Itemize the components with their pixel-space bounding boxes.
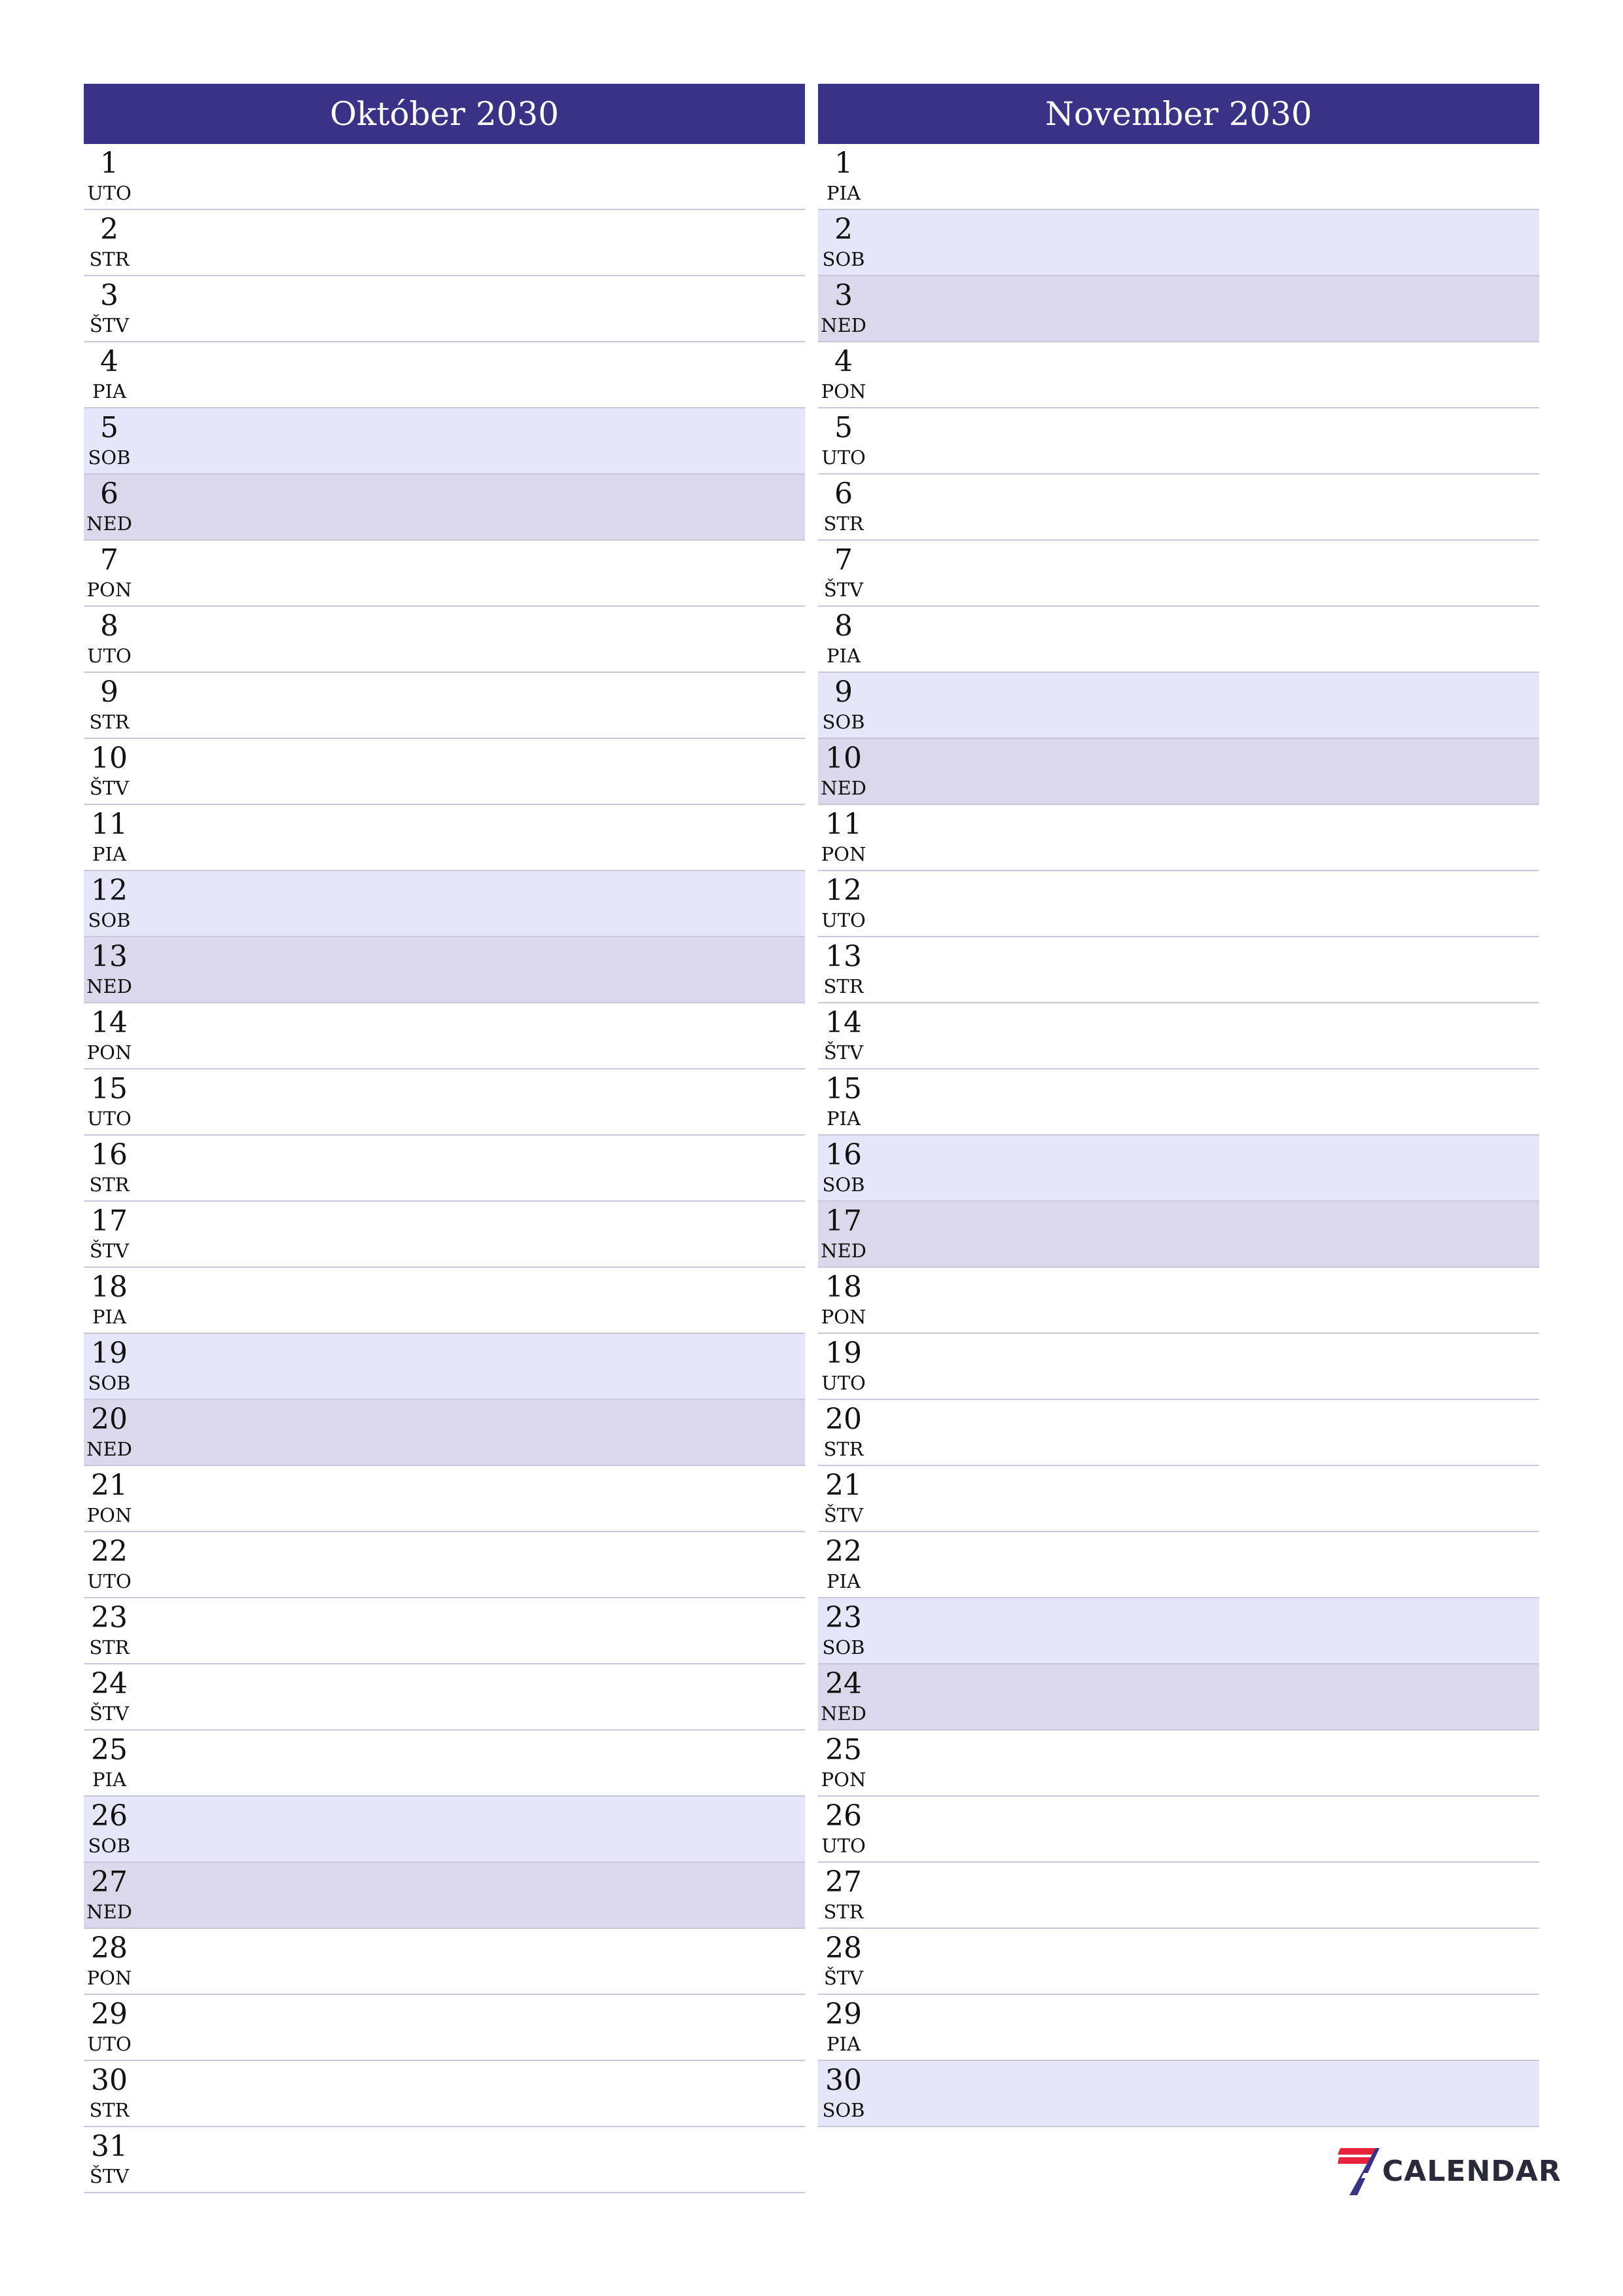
day-number: 25: [825, 1733, 862, 1767]
day-row: [818, 805, 1539, 871]
day-row: [818, 673, 1539, 739]
day-number: 5: [100, 411, 118, 444]
month-november: [818, 84, 1539, 2127]
day-row: [84, 1598, 805, 1664]
day-number: 8: [834, 609, 853, 643]
day-number: 2: [100, 213, 118, 246]
day-row: [818, 1731, 1539, 1797]
day-number: 5: [834, 411, 853, 444]
day-row: [84, 607, 805, 673]
day-name: UTO: [87, 1107, 132, 1130]
day-row: [84, 1797, 805, 1863]
day-name: STR: [823, 1901, 864, 1923]
day-name: ŠTV: [89, 314, 130, 336]
day-row: [818, 1334, 1539, 1400]
day-row: [84, 1532, 805, 1598]
day-name: PIA: [827, 645, 861, 667]
day-name: NED: [821, 1240, 866, 1262]
day-name: PIA: [92, 843, 126, 865]
day-row: [84, 144, 805, 210]
day-row: [84, 1400, 805, 1466]
day-number: 23: [825, 1601, 862, 1634]
day-number: 26: [825, 1799, 862, 1833]
day-name: SOB: [88, 446, 131, 469]
day-name: UTO: [821, 446, 866, 469]
day-number: 10: [91, 742, 128, 775]
day-row: [818, 408, 1539, 475]
day-name: UTO: [87, 182, 132, 204]
day-name: ŠTV: [89, 2165, 130, 2187]
day-name: STR: [89, 2099, 130, 2121]
day-row: [818, 1268, 1539, 1334]
day-row: [818, 541, 1539, 607]
day-row: [84, 408, 805, 475]
day-name: PON: [821, 843, 866, 865]
day-row: [818, 144, 1539, 210]
day-name: PIA: [92, 1306, 126, 1328]
day-row: [818, 1863, 1539, 1929]
day-number: 28: [825, 1931, 862, 1965]
day-number: 11: [825, 808, 862, 841]
day-name: PON: [86, 1041, 132, 1064]
day-name: STR: [823, 975, 864, 997]
day-row: [84, 1664, 805, 1731]
day-number: 13: [91, 940, 128, 973]
day-number: 6: [100, 477, 118, 511]
day-name: NED: [821, 1702, 866, 1725]
day-name: UTO: [87, 1570, 132, 1592]
day-number: 30: [91, 2064, 128, 2097]
day-row: [818, 342, 1539, 408]
day-number: 30: [825, 2064, 862, 2097]
day-row: [84, 1334, 805, 1400]
day-number: 27: [91, 1865, 128, 1899]
day-name: PIA: [92, 380, 126, 403]
day-row: [818, 1466, 1539, 1532]
day-number: 3: [834, 279, 853, 312]
month-title: Október 2030: [84, 84, 805, 144]
day-name: ŠTV: [89, 777, 130, 799]
day-name: PON: [821, 380, 866, 403]
day-row: [818, 1929, 1539, 1995]
day-row: [818, 1995, 1539, 2061]
day-row: [818, 276, 1539, 342]
day-row: [84, 1863, 805, 1929]
day-name: ŠTV: [823, 1041, 864, 1064]
day-row: [84, 937, 805, 1003]
day-number: 18: [91, 1270, 128, 1304]
day-row: [84, 871, 805, 937]
day-name: NED: [821, 777, 866, 799]
day-name: SOB: [88, 1372, 131, 1394]
day-name: NED: [86, 1438, 132, 1460]
day-number: 7: [100, 543, 118, 577]
day-name: PON: [821, 1768, 866, 1791]
day-name: STR: [89, 1636, 130, 1659]
day-row: [84, 1929, 805, 1995]
day-name: UTO: [87, 2033, 132, 2055]
day-name: ŠTV: [823, 1967, 864, 1989]
day-row: [818, 1400, 1539, 1466]
day-name: PIA: [827, 1570, 861, 1592]
day-number: 25: [91, 1733, 128, 1767]
day-row: [818, 1069, 1539, 1136]
day-number: 27: [825, 1865, 862, 1899]
day-row: [84, 1136, 805, 1202]
day-name: SOB: [88, 1835, 131, 1857]
day-number: 15: [825, 1072, 862, 1105]
day-name: PIA: [827, 182, 861, 204]
day-row: [84, 2127, 805, 2193]
day-row: [818, 1003, 1539, 1069]
day-number: 1: [100, 147, 118, 180]
day-number: 24: [825, 1667, 862, 1700]
day-name: ŠTV: [89, 1240, 130, 1262]
day-row: [84, 342, 805, 408]
month-title: November 2030: [818, 84, 1539, 144]
day-row: [818, 475, 1539, 541]
day-name: UTO: [821, 1835, 866, 1857]
day-number: 13: [825, 940, 862, 973]
day-number: 15: [91, 1072, 128, 1105]
day-list: [84, 144, 805, 2193]
day-number: 19: [91, 1336, 128, 1370]
day-name: PIA: [92, 1768, 126, 1791]
day-number: 9: [834, 675, 853, 709]
day-row: [818, 1797, 1539, 1863]
day-number: 12: [825, 874, 862, 907]
seven-logo-icon: [1338, 2147, 1380, 2197]
day-row: [818, 1664, 1539, 1731]
day-number: 23: [91, 1601, 128, 1634]
day-number: 1: [834, 147, 853, 180]
day-name: STR: [89, 248, 130, 270]
day-row: [84, 1069, 805, 1136]
day-name: PON: [821, 1306, 866, 1328]
day-name: PON: [86, 1504, 132, 1526]
day-name: SOB: [88, 909, 131, 931]
day-name: NED: [86, 975, 132, 997]
day-number: 17: [825, 1204, 862, 1238]
day-row: [84, 2061, 805, 2127]
day-name: STR: [89, 1174, 130, 1196]
day-number: 8: [100, 609, 118, 643]
day-number: 2: [834, 213, 853, 246]
day-row: [818, 607, 1539, 673]
day-row: [84, 673, 805, 739]
day-number: 20: [825, 1403, 862, 1436]
day-number: 22: [825, 1535, 862, 1568]
day-name: PON: [86, 1967, 132, 1989]
day-row: [818, 1202, 1539, 1268]
day-number: 12: [91, 874, 128, 907]
day-number: 3: [100, 279, 118, 312]
day-number: 28: [91, 1931, 128, 1965]
day-name: UTO: [821, 909, 866, 931]
day-number: 24: [91, 1667, 128, 1700]
day-row: [84, 1466, 805, 1532]
day-name: STR: [823, 1438, 864, 1460]
day-name: UTO: [87, 645, 132, 667]
day-row: [818, 739, 1539, 805]
day-number: 21: [91, 1469, 128, 1502]
brand-logo: [1338, 2144, 1561, 2200]
day-row: [84, 541, 805, 607]
day-row: [818, 871, 1539, 937]
day-row: [818, 937, 1539, 1003]
day-row: [84, 1202, 805, 1268]
day-row: [818, 1598, 1539, 1664]
logo-text: CALENDAR: [1382, 2155, 1561, 2188]
day-list: [818, 144, 1539, 2127]
day-number: 16: [825, 1138, 862, 1172]
day-row: [84, 475, 805, 541]
day-number: 20: [91, 1403, 128, 1436]
day-row: [84, 210, 805, 276]
day-row: [84, 739, 805, 805]
day-row: [84, 1268, 805, 1334]
day-row: [818, 1136, 1539, 1202]
day-name: ŠTV: [89, 1702, 130, 1725]
day-number: 4: [100, 345, 118, 378]
day-number: 9: [100, 675, 118, 709]
day-number: 29: [825, 1998, 862, 2031]
day-name: UTO: [821, 1372, 866, 1394]
day-row: [84, 1003, 805, 1069]
day-number: 14: [91, 1006, 128, 1039]
month-october: [84, 84, 805, 2193]
day-number: 4: [834, 345, 853, 378]
day-number: 17: [91, 1204, 128, 1238]
day-number: 14: [825, 1006, 862, 1039]
day-name: PIA: [827, 2033, 861, 2055]
day-number: 7: [834, 543, 853, 577]
day-name: PIA: [827, 1107, 861, 1130]
day-number: 11: [91, 808, 128, 841]
day-row: [818, 210, 1539, 276]
day-row: [818, 1532, 1539, 1598]
day-name: SOB: [822, 1636, 865, 1659]
day-number: 26: [91, 1799, 128, 1833]
day-number: 16: [91, 1138, 128, 1172]
day-name: STR: [89, 711, 130, 733]
day-number: 18: [825, 1270, 862, 1304]
day-row: [84, 1995, 805, 2061]
day-name: PON: [86, 579, 132, 601]
day-name: SOB: [822, 711, 865, 733]
day-row: [84, 805, 805, 871]
day-number: 31: [91, 2130, 128, 2163]
day-number: 22: [91, 1535, 128, 1568]
day-row: [84, 1731, 805, 1797]
day-number: 6: [834, 477, 853, 511]
day-name: SOB: [822, 1174, 865, 1196]
day-number: 19: [825, 1336, 862, 1370]
day-number: 21: [825, 1469, 862, 1502]
day-row: [818, 2061, 1539, 2127]
day-name: ŠTV: [823, 1504, 864, 1526]
day-name: SOB: [822, 248, 865, 270]
day-name: STR: [823, 512, 864, 535]
day-name: NED: [86, 512, 132, 535]
day-name: ŠTV: [823, 579, 864, 601]
day-row: [84, 276, 805, 342]
day-name: SOB: [822, 2099, 865, 2121]
day-name: NED: [86, 1901, 132, 1923]
day-number: 10: [825, 742, 862, 775]
day-number: 29: [91, 1998, 128, 2031]
day-name: NED: [821, 314, 866, 336]
